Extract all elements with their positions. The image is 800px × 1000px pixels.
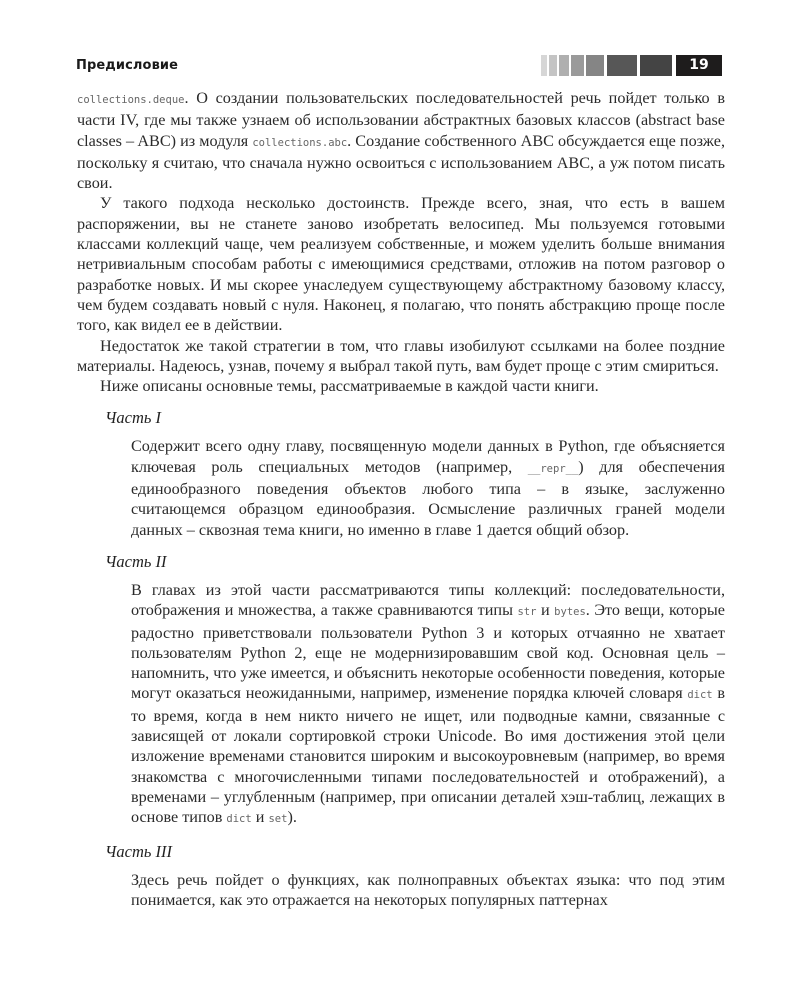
part-section <box>77 552 725 830</box>
paragraph <box>77 193 725 335</box>
bar-segment <box>571 55 584 76</box>
running-header <box>76 55 726 77</box>
page-body <box>77 88 725 910</box>
text-run: ) для обеспечения единообразного поведения объектов любого типа – в языке, заслуженно считающемся образцом единообразия. Осмысление различных граней модели данных – сквозная тема книги, но именно в главе 1 дается общий обзор. <box>131 457 725 539</box>
inline-code: bytes <box>554 606 586 619</box>
inline-code: dict <box>687 689 713 702</box>
part-title: Часть I <box>105 408 161 428</box>
section-title: Предисловие <box>76 58 179 73</box>
paragraph <box>77 376 725 396</box>
text-run: Содержит всего одну главу, посвященную модели данных в Python, где объясняется ключевая роль специальных методов (например, <box>131 437 725 476</box>
bar-segment <box>586 55 604 76</box>
part-title: Часть III <box>105 841 172 861</box>
part-section <box>77 842 725 911</box>
text-run: и <box>536 601 555 620</box>
text-run: Здесь речь пойдет о функциях, как полноправных объектах языка: что под этим понимается, как это отражается на некоторых популярных паттернах <box>131 870 725 909</box>
paragraph <box>77 88 725 193</box>
part-description <box>131 580 725 830</box>
inline-code: set <box>268 813 288 826</box>
part-section <box>77 408 725 539</box>
bar-segment <box>541 55 547 76</box>
text-run: в то время, когда в нем никто ничего не ищет, или подводные камни, связанные с зависящей от локали сортировкой строки Unicode. Во имя достижения этой цели изложение временами становится широким и высокоуровневым (например, во время знакомства с многочисленными типами последовательностей и отображений), а временами – углубленным (например, при описании деталей хэш-таблиц, лежащих в основе типов <box>131 684 725 827</box>
bar-segment <box>559 55 569 76</box>
inline-code: __repr__ <box>527 462 579 475</box>
bar-segment <box>607 55 637 76</box>
part-description <box>131 436 725 539</box>
text-run: . О создании пользовательских последовательностей речь пойдет только в части IV, где мы также узнаем об использовании абстрактных базовых классов (abstract base classes – ABC) из модуля <box>77 89 725 150</box>
text-run: . Создание собственного ABC обсуждается еще позже, поскольку я считаю, что сначала нужно освоиться с использованием ABC, а уж потом писать свои. <box>77 131 725 193</box>
text-run: ). <box>287 808 297 827</box>
text-run: В главах из этой части рассматриваются типы коллекций: последовательности, отображения и множества, а также сравниваются типы <box>131 580 725 620</box>
part-description <box>131 870 725 911</box>
text-run: и <box>251 808 269 827</box>
inline-code: collections.deque <box>77 94 185 106</box>
inline-code: dict <box>226 813 252 826</box>
text-run: . Это вещи, которые радостно приветствовали пользователи Python 3 и которых отчаянно не хватает пользователям Python 2, еще не модернизировавшим свой код. Основная цель – напомнить, что уже имеется, и объяснить некоторые особенности поведения, которые могут оказаться неожиданными, например, изменение порядка ключей словаря <box>131 601 725 703</box>
bar-segment <box>549 55 557 76</box>
part-title: Часть II <box>105 551 167 571</box>
bar-segment <box>640 55 672 76</box>
text-run: Недостаток же такой стратегии в том, что главы изобилуют ссылками на более поздние материалы. Надеюсь, узнав, почему я выбрал такой путь, вам будет проще с этим смириться. <box>77 336 725 375</box>
inline-code: str <box>517 606 537 619</box>
text-run: Ниже описаны основные темы, рассматриваемые в каждой части книги. <box>100 377 599 396</box>
text-run: У такого подхода несколько достоинств. Прежде всего, зная, что есть в вашем распоряжении, вы не станете заново изобретать велосипед. Мы пользуемся готовыми классами коллекций чаще, чем реализуем собственные, и можем уделить больше внимания нетривиальным способам работы с имеющимися средствами, отложив на потом разговор о разработке новых. И мы скорее унаследуем существующему абстрактному базовому классу, чем будем создавать новый с нуля. Наконец, я полагаю, что понять абстракцию проще после того, как видел ее в действии. <box>77 194 725 335</box>
paragraph <box>77 336 725 377</box>
page-number: 19 <box>676 55 722 76</box>
inline-code: collections.abc <box>252 136 348 149</box>
